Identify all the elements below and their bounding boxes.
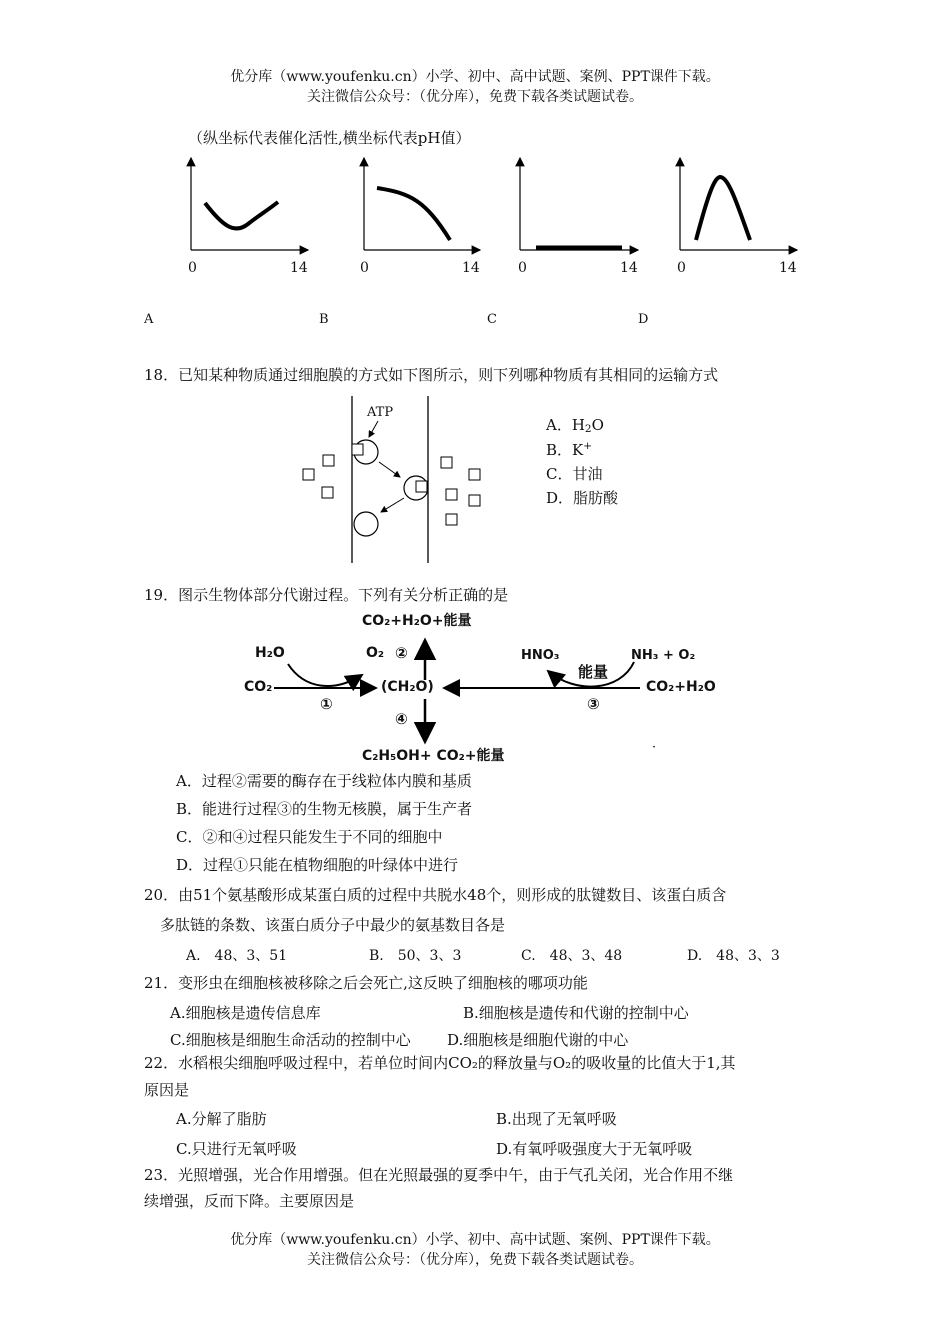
q22-stem-2: 原因是 [144,1081,190,1099]
graph-c-label: C [487,312,497,327]
graph-c-x-max: 14 [620,260,638,276]
header-line-2: 关注微信公众号：（优分库），免费下载各类试题试卷。 [307,89,643,105]
q21-option-b: B.细胞核是遗传和代谢的控制中心 [463,1004,689,1022]
q19-circle-4: ④ [395,710,408,728]
q19-o2-label: O₂ [366,645,385,661]
q18-stem: 18．已知某种物质通过细胞膜的方式如下图所示，则下列哪种物质有其相同的运输方式 [144,366,719,384]
q20-option-d: D. 48、3、3 [687,948,780,964]
graph-c-x-min: 0 [518,260,527,276]
q17-caption: （纵坐标代表催化活性,横坐标代表pH值） [188,129,471,147]
q19-energy-label: 能量 [578,663,609,681]
q20-option-b: B. 50、3、3 [369,948,462,964]
graph-b-x-min: 0 [360,260,369,276]
q19-co2-h2o-right-label: CO₂+H₂O [646,679,716,695]
q19-center-label: (CH₂O) [381,679,434,695]
q23-stem-1: 23．光照增强，光合作用增强。但在光照最强的夏季中午，由于气孔关闭，光合作用不继 [144,1166,734,1184]
q18-option-a: A．$H_2O$ [546,416,604,435]
footer-line-2: 关注微信公众号：（优分库），免费下载各类试题试卷。 [307,1252,643,1268]
graph-d-x-max: 14 [779,260,797,276]
q19-bottom-label: C₂H₅OH+ CO₂+能量 [362,748,505,764]
q18-option-d: D．脂肪酸 [546,489,619,507]
footer-line-1: 优分库（www.youfenku.cn）小学、初中、高中试题、案例、PPT课件下载。 [230,1232,720,1248]
q19-hno3-label: HNO₃ [521,648,560,663]
q19-circle-1: ① [320,695,333,713]
graph-a-x-min: 0 [188,260,197,276]
graph-b-x-max: 14 [462,260,480,276]
q20-stem-1: 20．由51个氨基酸形成某蛋白质的过程中共脱水48个，则形成的肽键数目、该蛋白质含 [144,886,727,904]
q19-option-a: A．过程②需要的酶存在于线粒体内膜和基质 [176,772,472,790]
graph-b-label: B [319,312,329,327]
q19-dot: · [652,740,657,755]
q19-nh3-o2-label: NH₃ + O₂ [631,648,696,663]
graph-d-label: D [638,312,649,327]
q19-option-b: B．能进行过程③的生物无核膜，属于生产者 [176,800,473,818]
q22-option-a: A.分解了脂肪 [176,1110,267,1128]
q22-stem-1: 22．水稻根尖细胞呼吸过程中，若单位时间内CO₂的释放量与O₂的吸收量的比值大于1,其 [144,1054,736,1072]
q19-option-c: C．②和④过程只能发生于不同的细胞中 [176,828,443,846]
q21-stem: 21．变形虫在细胞核被移除之后会死亡,这反映了细胞核的哪项功能 [144,974,588,992]
q19-circle-3: ③ [587,695,600,713]
q22-option-d: D.有氧呼吸强度大于无氧呼吸 [496,1140,693,1158]
graph-d-x-min: 0 [677,260,686,276]
q18-option-c: C．甘油 [546,465,603,483]
q18-option-b: B．K+ [546,440,593,459]
q19-top-label: CO₂+H₂O+能量 [362,613,472,629]
header-line-1: 优分库（www.youfenku.cn）小学、初中、高中试题、案例、PPT课件下载。 [230,69,720,85]
q22-option-b: B.出现了无氧呼吸 [496,1110,617,1128]
q20-stem-2: 多肽链的条数、该蛋白质分子中最少的氨基数目各是 [160,916,506,934]
q22-option-c: C.只进行无氧呼吸 [176,1140,297,1158]
q21-option-c: C.细胞核是细胞生命活动的控制中心 [170,1031,411,1049]
q21-option-a: A.细胞核是遗传信息库 [170,1004,321,1022]
q19-co2-left-label: CO₂ [244,679,273,695]
graph-a-label: A [144,312,154,327]
q20-option-c: C. 48、3、48 [521,948,623,964]
q23-stem-2: 续增强，反而下降。主要原因是 [144,1192,355,1210]
q19-stem: 19．图示生物体部分代谢过程。下列有关分析正确的是 [144,586,509,604]
atp-label: ATP [367,405,394,420]
q20-option-a: A. 48、3、51 [186,948,288,964]
q19-h2o-label: H₂O [255,645,285,661]
q21-option-d: D.细胞核是细胞代谢的中心 [447,1031,629,1049]
graph-a-x-max: 14 [290,260,308,276]
q19-option-d: D．过程①只能在植物细胞的叶绿体中进行 [176,856,459,874]
q19-circle-2: ② [395,644,408,662]
